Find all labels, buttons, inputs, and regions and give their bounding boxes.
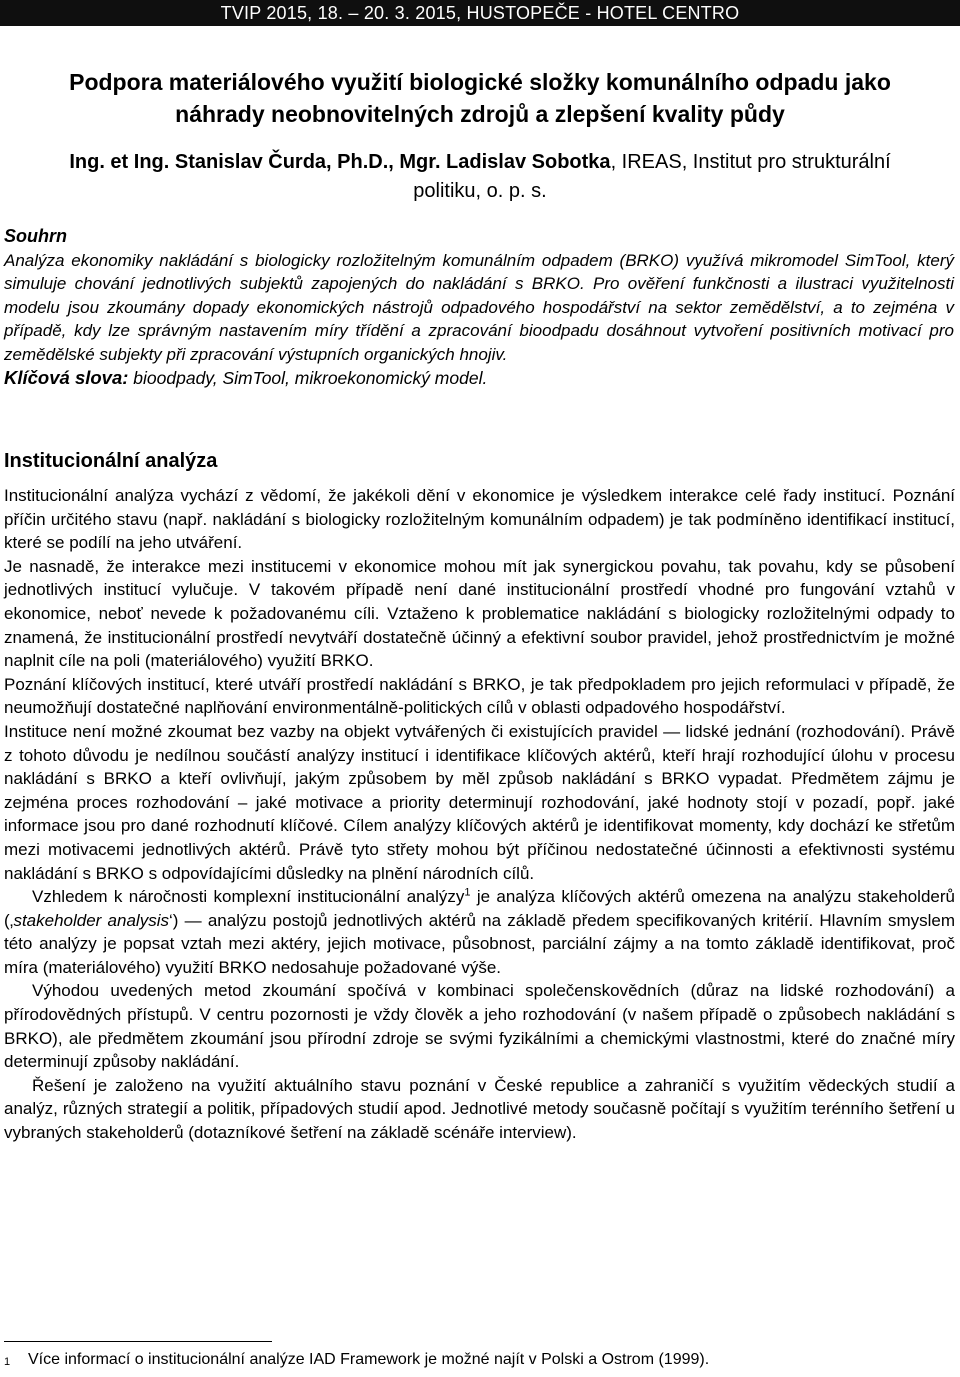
footnote-text: Více informací o institucionální analýze IAD Framework je možné najít v Polski a Ostrom (1999). [28,1351,710,1368]
paragraph-1: Institucionální analýza vychází z vědomí, že jakékoli dění v ekonomice je výsledkem interakce celé řady institucí. Poznání příčin určitého stavu (např. nakládání s biologicky rozložitelným komunálním odpadem) je tak podmíněno identifikací institucí, které se podílí na jeho utváření. [4,486,955,553]
abstract-heading: Souhrn [4,226,67,246]
author-1: Ing. et Ing. Stanislav Čurda, Ph.D. [69,151,389,173]
footnote [4,1349,954,1371]
footnote-reference: 1 [464,886,471,899]
keywords-line [4,366,954,391]
paragraph-6: Výhodou uvedených metod zkoumání spočívá v kombinaci společenskovědních (důraz na lidské rozhodování) a přírodovědných přístupů. V centru pozornosti je vždy člověk a jeho rozhodování (v našem případě o způsobech nakládání s BRKO), ale předmětem zkoumání jsou přírodní zdroje se svými fyzikálními a chemickými vlastnostmi, které do značné míry determinují způsoby nakládání. [4,981,955,1072]
author-separator: , [388,151,400,173]
keywords-text: bioodpady, SimTool, mikroekonomický model. [128,368,488,388]
footnote-mark: 1 [4,1356,11,1368]
paragraph-5-part-2: je analýza klíčových aktérů omezena na analýzu stakeholderů (‚ [4,887,955,930]
section-body [4,484,955,1145]
title-line-1: Podpora materiálového využití biologické složky komunálního odpadu jako [69,69,891,95]
author-2: Mgr. Ladislav Sobotka [399,151,611,173]
abstract-block [4,225,954,391]
paragraph-4: Instituce není možné zkoumat bez vazby na objekt vytvářených či existujících pravidel — lidské jednání (rozhodování). Právě z tohoto důvodu je nedílnou součástí analýzy institucí i identifikace klíčových aktérů, kteří hrají rozhodující úlohu v procesu nakládání s BRKO a kteří ovlivňují, jakým způsobem by měl způsob nakládání s BRKO vypadat. Předmětem zájmu je zejména proces rozhodování – jaké motivace a priority determinují rozhodování, jaké hodnoty stojí v pozadí, popř. jaké informace jsou pro dané rozhodnutí klíčové. Cílem analýzy klíčových aktérů je identifikovat momenty, kdy dochází ke střetům mezi motivacemi jednotlivých aktérů. Právě tyto střety mohou být příčinou nedostatečné účinnosti a efektivnosti systému nakládání s BRKO s odpovídajícími důsledky na plnění národních cílů. [4,721,955,883]
paragraph-3: Poznání klíčových institucí, které utváří prostředí nakládání s BRKO, je tak předpokladem pro jejich reformulaci v případě, že neumožňují dostatečné naplňování environmentálně-politických cílů v oblasti odpadového hospodářství. [4,674,955,718]
section-heading: Institucionální analýza [4,450,218,472]
paragraph-7: Řešení je založeno na využití aktuálního stavu poznání v České republice a zahraničí s využitím vědeckých studií a analýz, různých strategií a politik, případových studií apod. Jednotlivé metody současně počítají s využitím terénního šetření u vybraných stakeholderů (dotazníkové šetření na základě scénáře interview). [4,1075,955,1143]
paragraph-5-part-3: ‘) — analýzu postojů jednotlivých aktérů na základě předem specifikovaných kritérií. Hlavním smyslem této analýzy je popsat vztah mezi aktéry, jejich motivace, působnost, parciální zájmy a na tomto základě identifikovat, proč míra (materiálového) využití BRKO nedosahuje požadované výše. [4,910,956,977]
abstract-text: Analýza ekonomiky nakládání s biologicky rozložitelným komunálním odpadem (BRKO) využívá mikromodel SimTool, který simuluje chování jednotlivých subjektů zapojených do nakládání s BRKO. Pro ověření funkčnosti a ilustraci využitelnosti modelu jsou zkoumány dopady ekonomických nástrojů odpadového hospodářství na sektor zemědělství, a to zejména v případě, kdy lze správným nastavením míry třídění a zpracování bioodpadu dosáhnout vytvoření positivních motivací pro zemědělské subjekty při zpracování výstupních organických hnojiv. [4,250,954,364]
footnote-divider [4,1341,272,1342]
paragraph-5-part-1: Vzhledem k náročnosti komplexní institucionální analýzy [32,887,465,907]
conference-header: TVIP 2015, 18. – 20. 3. 2015, HUSTOPEČE - HOTEL CENTRO [0,0,960,26]
author-block [0,148,960,206]
paragraph-2: Je nasnadě, že interakce mezi institucemi v ekonomice mohou mít jak synergickou povahu, tak povahu, kdy se působení jednotlivých institucí vylučuje. V takovém případě není dané institucionální prostředí vhodné pro fungování vztahů v ekonomice, neboť nevede k požadovanému cíli. Vztaženo k problematice nakládání s biologicky rozložitelnými odpady to znamená, že institucionální prostředí nevytváří dostatečně účinný a efektivní soubor pravidel, jehož prostřednictvím je možné naplnit cíle na poli (materiálového) využití BRKO. [4,556,955,671]
title-line-2: náhrady neobnovitelných zdrojů a zlepšení kvality půdy [175,101,785,127]
paper-title [0,66,960,130]
paragraph-5-italic: stakeholder analysis [13,910,169,930]
affiliation-line-2: politiku, o. p. s. [413,180,547,202]
keywords-label: Klíčová slova: [4,367,129,388]
affiliation-line-1: , IREAS, Institut pro strukturální [610,151,891,173]
paragraph-5 [4,885,955,979]
